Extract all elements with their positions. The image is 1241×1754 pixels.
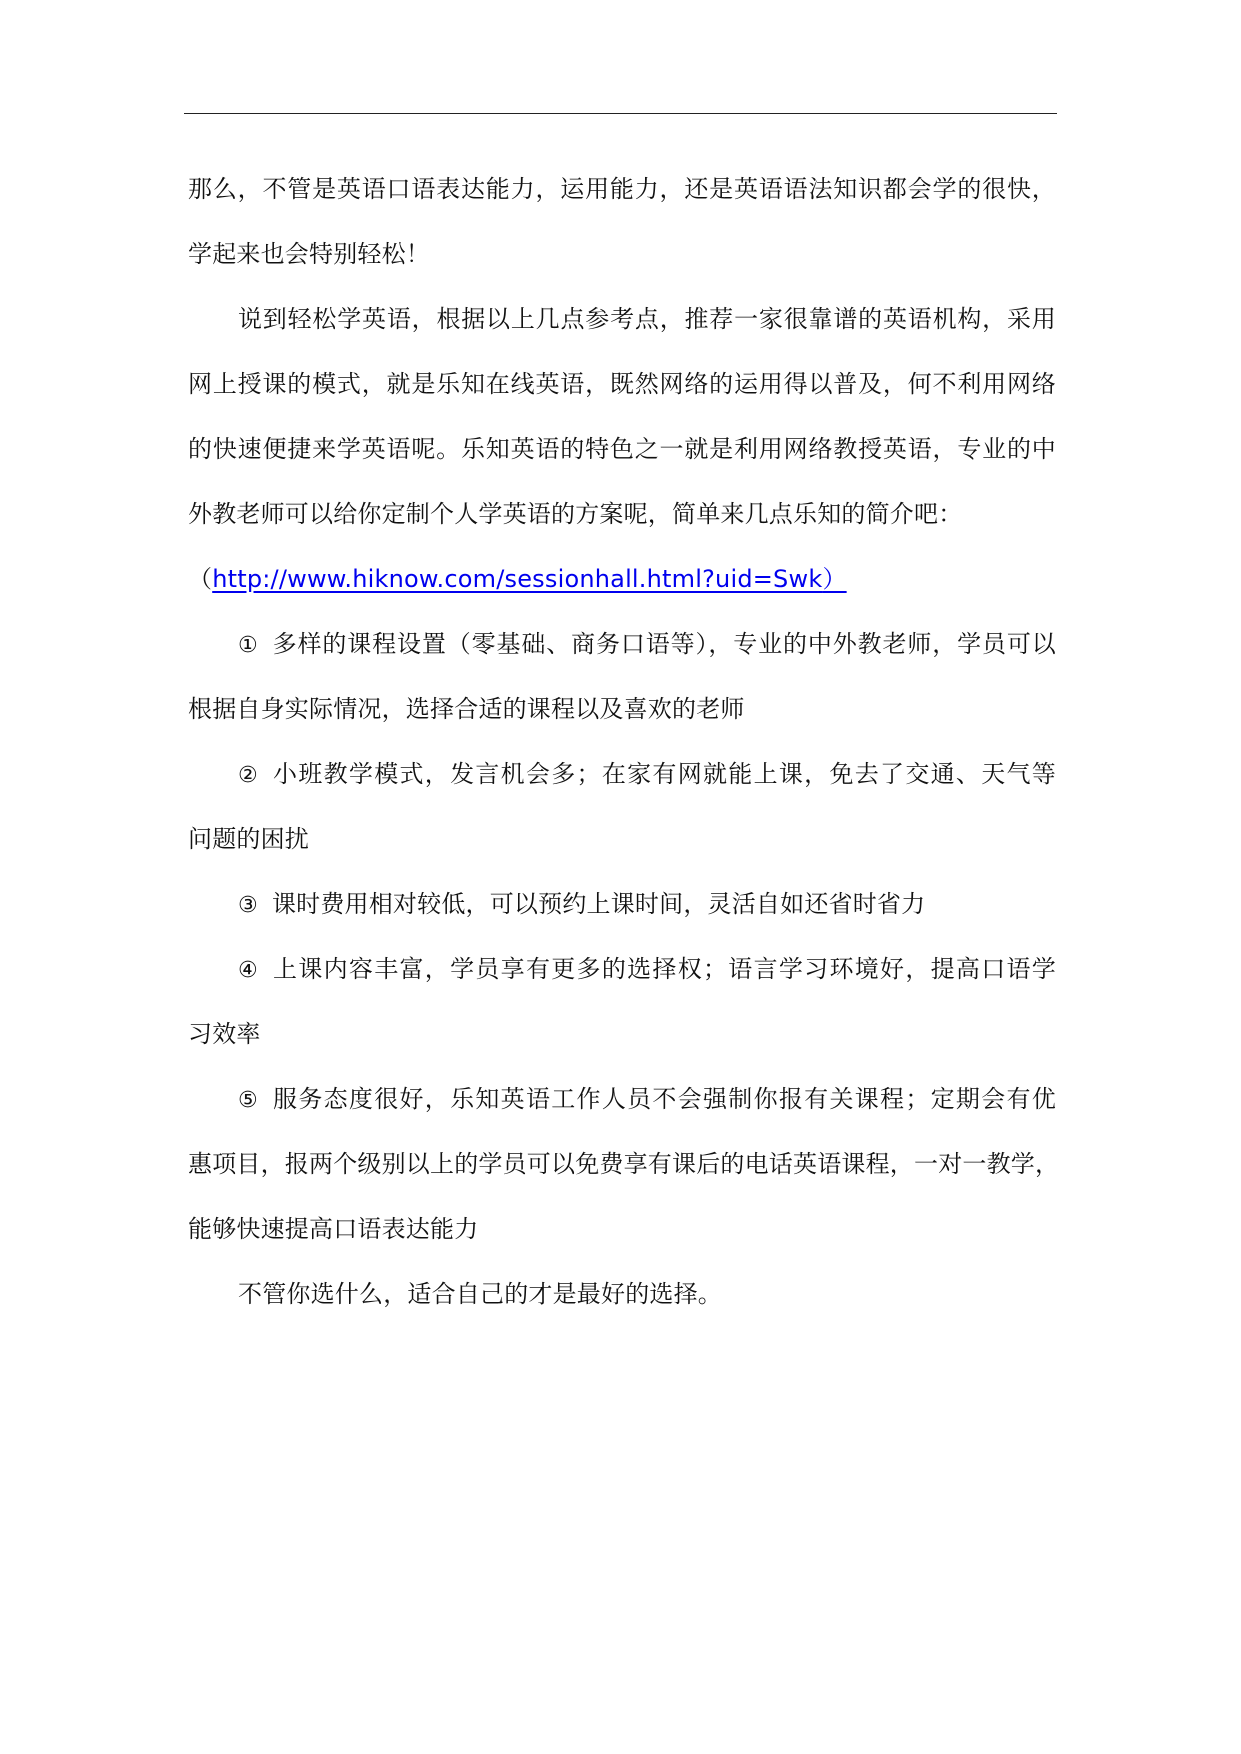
feature-2-text-1: 小班教学模式，发言机会多；在家有网就能上课，免去了交通、天气等 — [271, 760, 1056, 788]
link-open-paren: （ — [188, 565, 213, 593]
feature-2-marker: ② — [238, 763, 258, 788]
paragraph-2-line-3: 的快速便捷来学英语呢。乐知英语的特色之一就是利用网络教授英语，专业的中 — [188, 435, 1056, 463]
feature-5-line-1 — [188, 1067, 1056, 1132]
feature-1-marker: ① — [238, 633, 258, 658]
feature-1-line-2: 根据自身实际情况，选择合适的课程以及喜欢的老师 — [188, 695, 745, 723]
document-body — [188, 157, 1060, 1327]
feature-5-text-1: 服务态度很好，乐知英语工作人员不会强制你报有关课程；定期会有优 — [271, 1085, 1056, 1113]
feature-3-marker: ③ — [238, 893, 258, 918]
header-rule — [184, 113, 1057, 114]
feature-3-line-1 — [188, 872, 1056, 937]
hiknow-link-url: http://www.hiknow.com/sessionhall.html?uid=Swk — [212, 565, 823, 593]
link-close-paren: ） — [822, 565, 847, 593]
paragraph-2-line-1: 说到轻松学英语，根据以上几点参考点，推荐一家很靠谱的英语机构，采用 — [238, 305, 1056, 333]
paragraph-2-line-2: 网上授课的模式，就是乐知在线英语，既然网络的运用得以普及，何不利用网络 — [188, 370, 1056, 398]
feature-1-text-1: 多样的课程设置（零基础、商务口语等），专业的中外教老师，学员可以 — [271, 630, 1056, 658]
feature-2-line-1 — [188, 742, 1056, 807]
feature-3-text-1: 课时费用相对较低，可以预约上课时间，灵活自如还省时省力 — [271, 890, 926, 918]
feature-4-line-2: 习效率 — [188, 1020, 261, 1048]
feature-2-line-2: 问题的困扰 — [188, 825, 309, 853]
paragraph-2-line-4: 外教老师可以给你定制个人学英语的方案呢，简单来几点乐知的简介吧： — [188, 500, 963, 528]
feature-4-line-1 — [188, 937, 1056, 1002]
paragraph-1-line-2: 学起来也会特别轻松！ — [188, 240, 430, 268]
feature-1-line-1 — [188, 612, 1056, 677]
closing-sentence: 不管你选什么，适合自己的才是最好的选择。 — [238, 1280, 722, 1308]
feature-4-text-1: 上课内容丰富，学员享有更多的选择权；语言学习环境好，提高口语学 — [271, 955, 1056, 983]
hiknow-link[interactable] — [212, 565, 846, 593]
feature-5-marker: ⑤ — [238, 1088, 258, 1113]
feature-4-marker: ④ — [238, 958, 258, 983]
link-line — [188, 547, 1056, 612]
paragraph-1-line-1: 那么，不管是英语口语表达能力，运用能力，还是英语语法知识都会学的很快， — [188, 175, 1056, 203]
feature-5-line-3: 能够快速提高口语表达能力 — [188, 1215, 479, 1243]
feature-5-line-2: 惠项目，报两个级别以上的学员可以免费享有课后的电话英语课程，一对一教学， — [188, 1150, 1060, 1178]
